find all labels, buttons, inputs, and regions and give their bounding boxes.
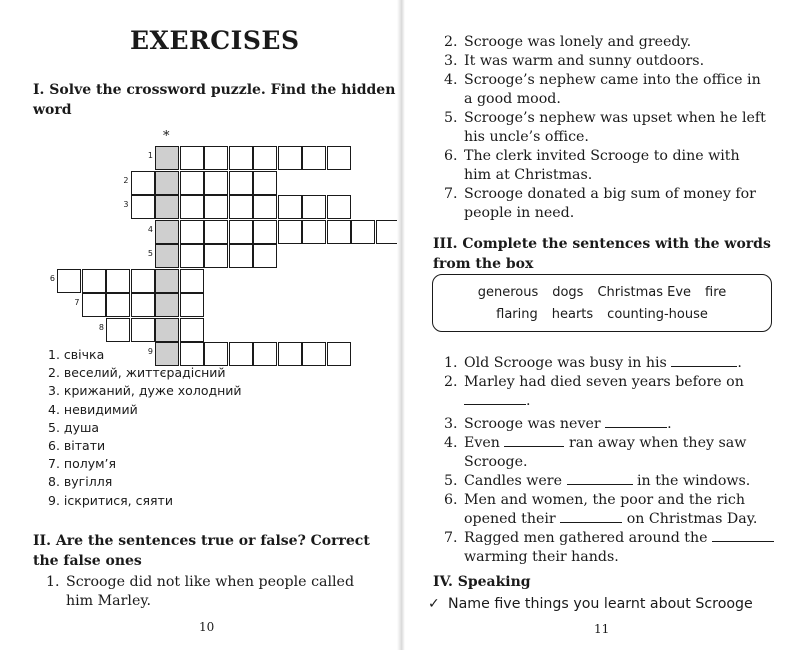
item-line — [464, 392, 794, 411]
section-3-heading-line1: III. Complete the sentences with the words — [433, 236, 771, 252]
item-text: Men and women, the poor and the rich — [464, 492, 745, 508]
crossword-cell — [327, 342, 351, 366]
item-text: ran away when they saw — [568, 435, 747, 451]
item-text: . — [526, 393, 531, 409]
crossword-row-number: 3 — [123, 200, 129, 209]
crossword-cell — [253, 171, 277, 195]
hidden-word-cell — [155, 293, 179, 317]
list-item: 1. Scrooge did not like when people called him Marley. — [46, 574, 355, 609]
crossword-cell — [302, 146, 326, 170]
clue-item — [48, 382, 242, 400]
hidden-word-cell — [155, 318, 179, 342]
list-item — [444, 415, 794, 434]
item-number: 1. — [444, 355, 458, 371]
speaking-item: Name five things you learnt about Scrooge — [448, 596, 753, 612]
list-item — [444, 472, 794, 491]
item-number: 6. — [444, 492, 458, 508]
item-text: Old Scrooge was busy in his — [464, 355, 667, 371]
clue-item — [48, 473, 242, 491]
crossword-cell — [180, 220, 204, 244]
crossword-cell — [131, 293, 155, 317]
crossword-row-number: 5 — [147, 249, 153, 258]
clue-item — [48, 346, 242, 364]
crossword-clues — [48, 346, 242, 510]
true-false-list-right — [444, 33, 794, 223]
clue-number: 7. — [48, 456, 60, 472]
fill-in-list — [444, 354, 794, 567]
crossword-cell — [229, 171, 253, 195]
list-item — [444, 109, 794, 147]
clue-number: 5. — [48, 419, 60, 435]
item-line: Scrooge’s nephew was upset when he left — [464, 110, 766, 126]
item-text: Scrooge was never — [464, 416, 601, 432]
item-line — [464, 529, 794, 548]
hidden-word-marker: * — [163, 129, 170, 144]
crossword-cell — [253, 146, 277, 170]
item-text: Candles were — [464, 473, 562, 489]
box-word: generous — [477, 285, 539, 300]
crossword-row-number: 2 — [123, 175, 129, 185]
item-line: The clerk invited Scrooge to dine with — [464, 148, 740, 164]
crossword-cell — [106, 318, 130, 342]
crossword-row-number: 6 — [49, 273, 55, 283]
crossword-cell — [327, 220, 351, 244]
crossword-cell — [180, 318, 204, 342]
section-1-heading — [33, 80, 395, 120]
answer-blank — [560, 510, 622, 523]
crossword-cell — [180, 195, 204, 219]
hidden-word-cell — [155, 171, 179, 195]
crossword-row-number: 8 — [98, 322, 104, 332]
clue-item — [48, 455, 242, 473]
item-text: Ragged men gathered around the — [464, 530, 708, 546]
item-text: . — [667, 416, 672, 432]
item-text: Scrooge. — [464, 454, 528, 470]
section-4-heading: IV. Speaking — [433, 574, 531, 590]
item-line — [464, 434, 794, 453]
list-item — [444, 434, 794, 472]
item-text: in the windows. — [637, 473, 751, 489]
section-2-heading-line1: II. Are the sentences true or false? Correct — [33, 533, 370, 549]
crossword-cell — [82, 269, 106, 293]
section-2-heading-line2: the false ones — [33, 553, 142, 569]
hidden-word-cell — [155, 146, 179, 170]
crossword-cell — [229, 195, 253, 219]
item-number: 5. — [444, 110, 458, 126]
item-number: 6. — [444, 148, 458, 164]
section-3-heading-line2: from the box — [433, 256, 534, 272]
list-item — [444, 33, 794, 52]
crossword-cell — [229, 220, 253, 244]
crossword-cell — [131, 195, 155, 219]
item-line — [464, 453, 794, 472]
crossword-cell — [180, 171, 204, 195]
crossword-cell — [278, 342, 302, 366]
answer-blank — [464, 392, 526, 405]
word-box-row-2 — [433, 307, 771, 323]
crossword-cell — [180, 269, 204, 293]
hidden-word-cell — [155, 269, 179, 293]
item-number: 5. — [444, 473, 458, 489]
crossword-cell — [180, 293, 204, 317]
item-line: people in need. — [464, 205, 575, 221]
box-word: flaring — [496, 307, 538, 322]
item-text: opened their — [464, 511, 556, 527]
clue-item — [48, 364, 242, 382]
list-item — [444, 52, 794, 71]
section-1-heading-line2: word — [33, 102, 72, 118]
clue-number: 9. — [48, 492, 60, 508]
box-word: fire — [705, 285, 727, 300]
word-box — [432, 274, 772, 332]
clue-text: веселий, життєрадісний — [63, 365, 226, 381]
item-line: Scrooge donated a big sum of money for — [464, 186, 756, 202]
item-number: 4. — [444, 72, 458, 88]
crossword-row-number: 9 — [147, 347, 153, 356]
item-line: Scrooge was lonely and greedy. — [464, 34, 692, 50]
hidden-word-cell — [155, 195, 179, 219]
item-number: 2. — [444, 374, 458, 390]
clue-text: крижаний, дуже холодний — [63, 383, 242, 399]
crossword-cell — [229, 146, 253, 170]
crossword-cell — [302, 195, 326, 219]
answer-blank — [712, 529, 774, 542]
item-line: Scrooge’s nephew came into the office in — [464, 72, 761, 88]
item-line — [464, 415, 794, 434]
item-number: 2. — [444, 34, 458, 50]
right-page — [400, 0, 800, 650]
item-line — [464, 354, 794, 373]
item-text: . — [737, 355, 742, 371]
crossword-cell — [278, 220, 302, 244]
item-line: his uncle’s office. — [464, 129, 589, 145]
clue-number: 8. — [48, 474, 60, 490]
crossword-cell — [180, 244, 204, 268]
item-number: 3. — [444, 416, 458, 432]
clue-text: вітати — [63, 438, 106, 454]
box-word: hearts — [551, 307, 594, 322]
crossword-cell — [204, 146, 228, 170]
crossword-cell — [106, 293, 130, 317]
clue-text: іскритися, сяяти — [63, 492, 173, 508]
answer-blank — [605, 415, 667, 428]
page-number-right: 11 — [594, 622, 610, 636]
list-item — [444, 147, 794, 185]
clue-text: полум’я — [63, 456, 117, 472]
crossword-cell — [351, 220, 375, 244]
crossword-cell — [253, 195, 277, 219]
item-text: warming their hands. — [464, 549, 619, 565]
clue-number: 1. — [48, 347, 60, 362]
answer-blank — [567, 472, 633, 485]
section-3-heading — [433, 234, 771, 274]
hidden-word-cell — [155, 220, 179, 244]
crossword-cell — [131, 269, 155, 293]
crossword-row-number: 7 — [74, 298, 80, 307]
crossword-cell — [131, 318, 155, 342]
crossword-cell — [204, 171, 228, 195]
clue-text: свічка — [63, 347, 105, 362]
answer-blank — [504, 434, 564, 447]
crossword-cell — [278, 146, 302, 170]
crossword-cell — [204, 220, 228, 244]
clue-number: 6. — [48, 438, 60, 454]
crossword-cell — [229, 244, 253, 268]
item-text: on Christmas Day. — [626, 511, 758, 527]
crossword-cell — [302, 342, 326, 366]
section-2-heading — [33, 531, 370, 571]
crossword-cell — [278, 195, 302, 219]
item-number: 7. — [444, 530, 458, 546]
clue-number: 4. — [48, 401, 60, 417]
crossword-cell — [376, 220, 400, 244]
clue-number: 2. — [48, 365, 60, 381]
crossword-cell — [253, 244, 277, 268]
crossword-cell — [131, 171, 155, 195]
page-title: EXERCISES — [130, 26, 300, 55]
box-word: counting-house — [607, 307, 708, 322]
section-1-heading-line1: I. Solve the crossword puzzle. Find the hidden — [33, 82, 396, 98]
crossword-cell — [204, 195, 228, 219]
crossword-cell — [302, 220, 326, 244]
clue-item — [48, 401, 242, 419]
clue-item — [48, 419, 242, 437]
crossword-cell — [253, 220, 277, 244]
list-item — [444, 185, 794, 223]
clue-item — [48, 437, 242, 455]
crossword-cell — [82, 293, 106, 317]
item-line: him at Christmas. — [464, 167, 593, 183]
item-text: Marley had died seven years before on — [464, 374, 744, 390]
item-number: 4. — [444, 435, 458, 451]
hidden-word-cell — [155, 244, 179, 268]
box-word: dogs — [552, 285, 584, 300]
clue-text: невидимий — [63, 401, 138, 417]
true-false-list-left — [46, 573, 386, 611]
item-line: It was warm and sunny outdoors. — [464, 53, 705, 69]
crossword-cell — [327, 146, 351, 170]
item-number: 3. — [444, 53, 458, 69]
item-line — [464, 548, 794, 567]
item-number: 7. — [444, 186, 458, 202]
crossword-cell — [106, 269, 130, 293]
item-line — [464, 491, 794, 510]
page-number-left: 10 — [199, 620, 215, 634]
crossword-cell — [180, 146, 204, 170]
checkmark-icon: ✓ — [428, 596, 440, 612]
clue-text: вугілля — [63, 474, 113, 490]
crossword-cell — [253, 342, 277, 366]
box-word: Christmas Eve — [597, 285, 692, 300]
crossword-row-number: 4 — [147, 224, 153, 234]
item-line — [464, 373, 794, 392]
list-item — [444, 354, 794, 373]
item-line — [464, 510, 794, 529]
clue-text: душа — [63, 419, 100, 435]
crossword-cell — [204, 244, 228, 268]
list-item — [444, 491, 794, 529]
list-item — [444, 71, 794, 109]
answer-blank — [671, 354, 737, 367]
crossword-cell — [327, 195, 351, 219]
word-box-row-1 — [433, 285, 771, 301]
item-line — [464, 472, 794, 491]
item-text: Even — [464, 435, 500, 451]
crossword-cell — [57, 269, 81, 293]
clue-item — [48, 492, 242, 510]
list-item — [444, 373, 794, 411]
list-item — [444, 529, 794, 567]
clue-number: 3. — [48, 383, 60, 399]
crossword-row-number: 1 — [147, 151, 153, 160]
item-line: a good mood. — [464, 91, 561, 107]
